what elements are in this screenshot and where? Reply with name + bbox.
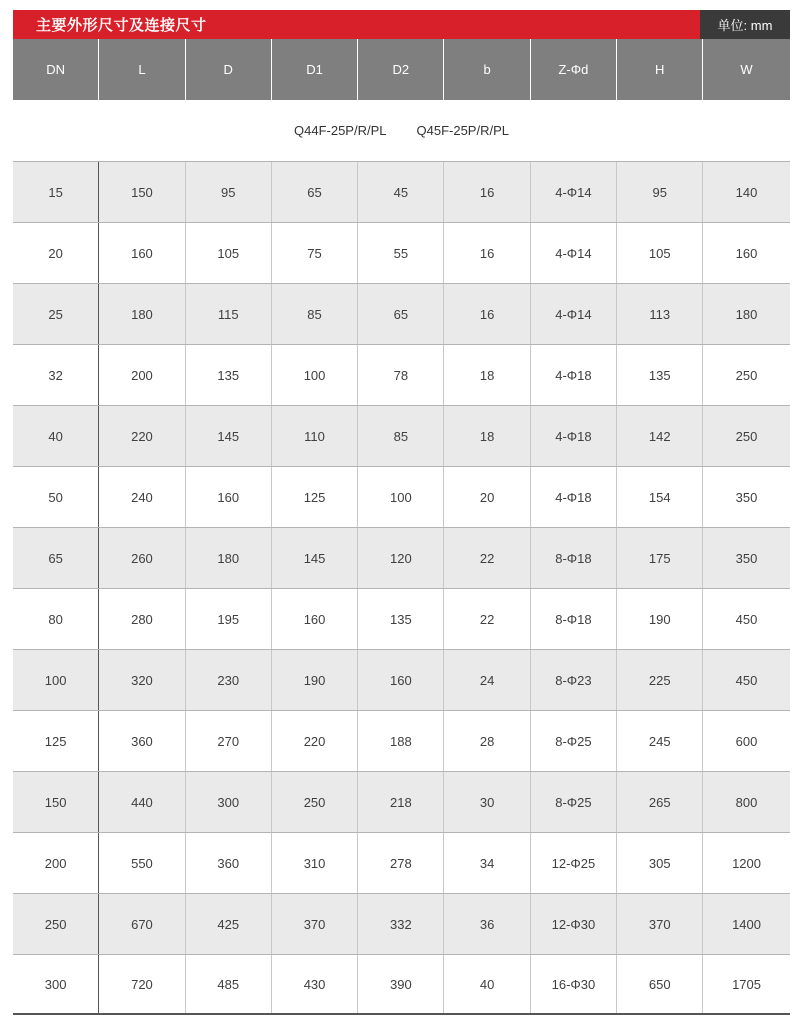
table-cell: 145 — [272, 528, 358, 588]
table-cell: 332 — [358, 894, 444, 954]
table-cell: 85 — [272, 284, 358, 344]
table-cell: 15 — [13, 162, 99, 222]
table-cell: 370 — [272, 894, 358, 954]
table-cell: 190 — [272, 650, 358, 710]
model-name-1: Q44F-25P/R/PL — [294, 123, 387, 138]
table-row — [13, 466, 790, 527]
table-cell: 150 — [13, 772, 99, 832]
table-row — [13, 649, 790, 710]
table-cell: 200 — [99, 345, 185, 405]
table-cell: 105 — [186, 223, 272, 283]
title-bar — [13, 10, 790, 39]
table-cell: 95 — [617, 162, 703, 222]
table-row — [13, 344, 790, 405]
table-row — [13, 527, 790, 588]
table-cell: 720 — [99, 955, 185, 1013]
table-cell: 75 — [272, 223, 358, 283]
table-cell: 240 — [99, 467, 185, 527]
table-row — [13, 161, 790, 222]
table-cell: 650 — [617, 955, 703, 1013]
table-cell: 305 — [617, 833, 703, 893]
table-cell: 1705 — [732, 976, 761, 992]
table-cell: 195 — [186, 589, 272, 649]
model-name-2: Q45F-25P/R/PL — [416, 123, 509, 138]
table-cell: 36 — [444, 894, 530, 954]
table-cell: 95 — [186, 162, 272, 222]
table-cell: 190 — [617, 589, 703, 649]
model-line — [13, 100, 790, 161]
table-cell: 800 — [735, 794, 758, 810]
table-row — [13, 222, 790, 283]
table-cell: 24 — [444, 650, 530, 710]
table-row — [13, 588, 790, 649]
table-row — [13, 954, 790, 1015]
table-cell: 360 — [186, 833, 272, 893]
table-cell: 200 — [13, 833, 99, 893]
table-cell: 65 — [272, 162, 358, 222]
table-cell: 300 — [13, 955, 99, 1013]
table-cell: 28 — [444, 711, 530, 771]
table-cell: 160 — [99, 223, 185, 283]
header-cell: Z-Φd — [531, 39, 617, 100]
table-cell: 1200 — [732, 855, 761, 871]
table-cell: 142 — [617, 406, 703, 466]
table-title: 主要外形尺寸及连接尺寸 — [36, 17, 207, 34]
table-cell: 218 — [358, 772, 444, 832]
table-cell: 260 — [99, 528, 185, 588]
table-cell: 135 — [617, 345, 703, 405]
table-cell: 180 — [186, 528, 272, 588]
table-cell: 113 — [617, 284, 703, 344]
table-cell: 150 — [99, 162, 185, 222]
table-body — [13, 161, 790, 1015]
table-cell: 8-Φ25 — [531, 711, 617, 771]
table-row — [13, 283, 790, 344]
table-cell: 4-Φ14 — [531, 284, 617, 344]
table-cell: 22 — [444, 528, 530, 588]
table-cell: 115 — [186, 284, 272, 344]
table-cell: 390 — [358, 955, 444, 1013]
table-cell: 32 — [13, 345, 99, 405]
header-cell: L — [99, 39, 185, 100]
table-cell: 360 — [99, 711, 185, 771]
table-cell: 78 — [358, 345, 444, 405]
table-cell: 8-Φ18 — [531, 528, 617, 588]
table-cell: 250 — [735, 367, 758, 383]
table-cell: 550 — [99, 833, 185, 893]
table-cell: 135 — [186, 345, 272, 405]
table-cell: 34 — [444, 833, 530, 893]
table-cell: 160 — [186, 467, 272, 527]
table-cell: 8-Φ18 — [531, 589, 617, 649]
table-cell: 225 — [617, 650, 703, 710]
table-cell: 105 — [617, 223, 703, 283]
table-cell: 370 — [617, 894, 703, 954]
table-cell: 8-Φ23 — [531, 650, 617, 710]
table-cell: 16 — [444, 284, 530, 344]
table-cell: 4-Φ18 — [531, 345, 617, 405]
table-row — [13, 893, 790, 954]
table-cell: 140 — [735, 184, 758, 200]
table-cell: 100 — [13, 650, 99, 710]
table-cell: 278 — [358, 833, 444, 893]
table-cell: 12-Φ30 — [531, 894, 617, 954]
table-cell: 12-Φ25 — [531, 833, 617, 893]
table-cell: 25 — [13, 284, 99, 344]
table-cell: 175 — [617, 528, 703, 588]
table-cell: 485 — [186, 955, 272, 1013]
table-cell: 65 — [358, 284, 444, 344]
table-cell: 20 — [13, 223, 99, 283]
table-cell: 85 — [358, 406, 444, 466]
table-cell: 125 — [13, 711, 99, 771]
table-cell: 30 — [444, 772, 530, 832]
table-cell: 40 — [444, 955, 530, 1013]
table-header-row — [13, 39, 790, 100]
table-cell: 425 — [186, 894, 272, 954]
table-cell: 310 — [272, 833, 358, 893]
table-cell: 154 — [617, 467, 703, 527]
table-cell: 670 — [99, 894, 185, 954]
table-cell: 145 — [186, 406, 272, 466]
table-cell: 40 — [13, 406, 99, 466]
table-cell: 220 — [272, 711, 358, 771]
table-cell: 4-Φ18 — [531, 467, 617, 527]
table-row — [13, 710, 790, 771]
table-cell: 245 — [617, 711, 703, 771]
table-cell: 100 — [358, 467, 444, 527]
table-cell: 18 — [444, 345, 530, 405]
table-cell: 220 — [99, 406, 185, 466]
table-cell: 350 — [735, 550, 758, 566]
table-cell: 230 — [186, 650, 272, 710]
table-cell: 16-Φ30 — [531, 955, 617, 1013]
table-cell: 16 — [444, 162, 530, 222]
header-cell: D2 — [358, 39, 444, 100]
table-cell: 50 — [13, 467, 99, 527]
table-cell: 270 — [186, 711, 272, 771]
table-cell: 450 — [735, 672, 758, 688]
table-cell: 188 — [358, 711, 444, 771]
table-cell: 125 — [272, 467, 358, 527]
table-cell: 300 — [186, 772, 272, 832]
table-cell: 16 — [444, 223, 530, 283]
table-row — [13, 832, 790, 893]
table-cell: 250 — [272, 772, 358, 832]
table-cell: 250 — [13, 894, 99, 954]
table-cell: 160 — [358, 650, 444, 710]
table-cell: 100 — [272, 345, 358, 405]
table-cell: 4-Φ14 — [531, 162, 617, 222]
table-cell: 22 — [444, 589, 530, 649]
table-cell: 450 — [735, 611, 758, 627]
table-cell: 8-Φ25 — [531, 772, 617, 832]
table-cell: 110 — [272, 406, 358, 466]
table-cell: 4-Φ18 — [531, 406, 617, 466]
table-cell: 135 — [358, 589, 444, 649]
table-cell: 120 — [358, 528, 444, 588]
header-cell: H — [617, 39, 703, 100]
table-cell: 1400 — [732, 916, 761, 932]
table-cell: 55 — [358, 223, 444, 283]
header-cell: DN — [13, 39, 99, 100]
table-cell: 350 — [735, 489, 758, 505]
header-cell: b — [444, 39, 530, 100]
table-row — [13, 405, 790, 466]
table-cell: 600 — [735, 733, 758, 749]
table-cell: 280 — [99, 589, 185, 649]
table-cell: 250 — [735, 428, 758, 444]
header-cell: D — [186, 39, 272, 100]
table-cell: 18 — [444, 406, 530, 466]
unit-label: 单位: mm — [700, 10, 790, 39]
table-cell: 430 — [272, 955, 358, 1013]
table-cell: 440 — [99, 772, 185, 832]
header-cell: D1 — [272, 39, 358, 100]
table-cell: 180 — [735, 306, 758, 322]
header-cell: W — [740, 62, 753, 77]
table-cell: 265 — [617, 772, 703, 832]
table-row — [13, 771, 790, 832]
table-cell: 180 — [99, 284, 185, 344]
table-cell: 160 — [272, 589, 358, 649]
table-cell: 65 — [13, 528, 99, 588]
table-cell: 320 — [99, 650, 185, 710]
table-cell: 4-Φ14 — [531, 223, 617, 283]
table-cell: 45 — [358, 162, 444, 222]
table-cell: 20 — [444, 467, 530, 527]
table-cell: 80 — [13, 589, 99, 649]
table-cell: 160 — [735, 245, 758, 261]
